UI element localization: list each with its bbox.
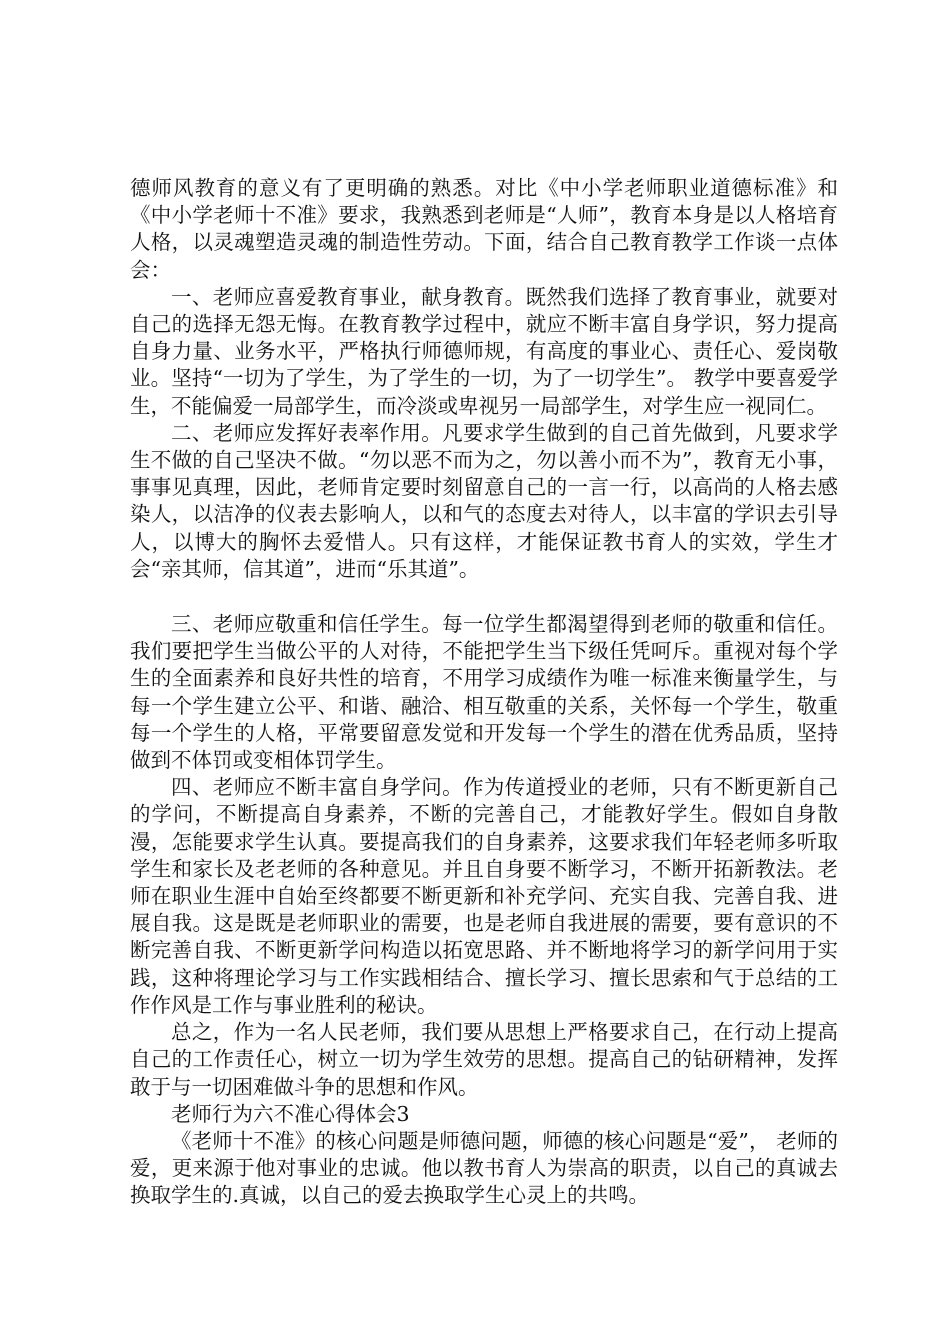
paragraph-point-one: 一、老师应喜爱教育事业，献身教育。既然我们选择了教育事业，就要对自己的选择无怨无悔。在教育教学过程中，就应不断丰富自身学识，努力提高自身力量、业务水平，严格执行师德师规，有高度的事业心、责任心、爱岗敬业。坚持“一切为了学生，为了学生的一切，为了一切学生”。 教学中要喜爱学生，不能偏爱一局部学生，而冷淡或卑视另一局部学生，对学生应一视同仁。: [130, 284, 838, 418]
paragraph-intro-continuation: 德师风教育的意义有了更明确的熟悉。对比《中小学老师职业道德标准》和《中小学老师十不准》要求，我熟悉到老师是“人师”，教育本身是以人格培育人格，以灵魂塑造灵魂的制造性劳动。下面，结合自己教育教学工作谈一点体会：: [130, 176, 838, 282]
paragraph-point-four: 四、老师应不断丰富自身学问。作为传道授业的老师，只有不断更新自己的学问，不断提高自身素养，不断的完善自己，才能教好学生。假如自身散漫，怎能要求学生认真。要提高我们的自身素养，这要求我们年轻老师多听取学生和家长及老老师的各种意见。并且自身要不断学习，不断开拓新教法。老师在职业生涯中自始至终都要不断更新和补充学问、充实自我、完善自我、进展自我。这是既是老师职业的需要，也是老师自我进展的需要，要有意识的不断完善自我、不断更新学问构造以拓宽思路、并不断地将学习的新学问用于实践，这种将理论学习与工作实践相结合、擅长学习、擅长思索和气于总结的工作作风是工作与事业胜利的秘诀。: [130, 775, 838, 1017]
paragraph-section-three-intro: 《老师十不准》的核心问题是师德问题，师德的核心问题是“爱”， 老师的爱，更来源于他对事业的忠诚。他以教书育人为崇高的职责，以自己的真诚去换取学生的.真诚，以自己的爱去换取学生心灵上的共鸣。: [130, 1128, 838, 1208]
section-heading: 老师行为六不准心得体会3: [171, 1101, 410, 1126]
paragraph-point-three: 三、老师应敬重和信任学生。每一位学生都渴望得到老师的敬重和信任。我们要把学生当做公平的人对待，不能把学生当下级任凭呵斥。重视对每个学生的全面素养和良好共性的培育，不用学习成绩作为唯一标准来衡量学生，与每一个学生建立公平、和谐、融洽、相互敬重的关系，关怀每一个学生，敬重每一个学生的人格，平常要留意发觉和开发每一个学生的潜在优秀品质，坚持做到不体罚或变相体罚学生。: [130, 612, 838, 773]
document-body: [130, 175, 838, 1210]
paragraph-conclusion: 总之，作为一名人民老师，我们要从思想上严格要求自己，在行动上提高自己的工作责任心，树立一切为学生效劳的思想。提高自己的钻研精神，发挥敢于与一切困难做斗争的思想和作风。: [130, 1020, 838, 1099]
paragraph-point-two: 二、老师应发挥好表率作用。凡要求学生做到的自己首先做到，凡要求学生不做的自己坚决不做。“勿以恶不而为之，勿以善小而不为”，教育无小事，事事见真理，因此，老师肯定要时刻留意自己的一言一行，以高尚的人格去感染人，以洁净的仪表去影响人，以和气的态度去对待人，以丰富的学识去引导人，以博大的胸怀去爱惜人。只有这样，才能保证教书育人的实效，学生才会“亲其师，信其道”，进而“乐其道”。: [130, 420, 838, 581]
